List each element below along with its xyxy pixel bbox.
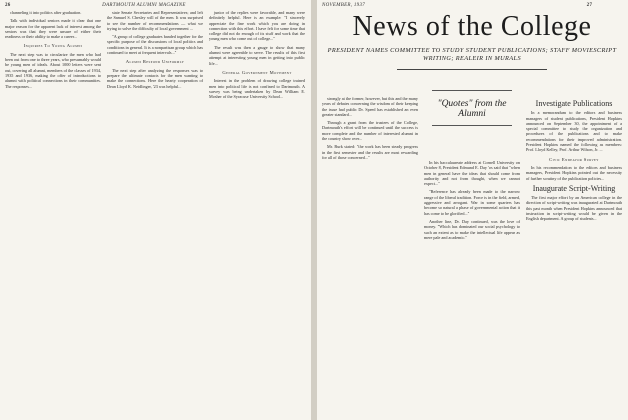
right-column-3 xyxy=(526,96,622,225)
right-column-2 xyxy=(424,160,520,243)
section-heading: Inquiries To Young Alumni xyxy=(23,43,83,49)
page-subtitle: PRESIDENT NAMES COMMITTEE TO STUDY STUDENT PUBLICATIONS; STAFF MOVIESCRIPT WRITING; REALEIR IN MURALS xyxy=(327,47,617,62)
left-column-2 xyxy=(107,10,203,92)
right-running-title: NOVEMBER, 1937 xyxy=(322,3,366,8)
section-heading: Inaugurate Script-Writing xyxy=(532,183,616,193)
paragraph: Interest in the problem of drawing college trained men into political life is not confined to Dartmouth. A survey was being undertaken by Dean William E. Mosher of the Syracuse University School... xyxy=(209,78,305,100)
quotes-header xyxy=(424,90,520,154)
section-heading: Civic Endeavor Survey xyxy=(549,156,599,162)
paragraph: channeling it into politics after graduation. xyxy=(10,10,82,15)
right-page xyxy=(317,0,628,420)
left-page-number: 26 xyxy=(5,3,11,8)
paragraph: The next step after analyzing the responses was to prepare the ultimate contacts for the men wanting to make the connections. Here the hearty cooperation of Dean Lloyd K. Neidlinger, '23 was helpful... xyxy=(107,67,203,89)
paragraph: The first major effort by an American college in the direction of script-writing was inaugurated at Dartmouth this past month when President Hopkins announced that instruction in script-writing would be given in the English department. A group of students... xyxy=(526,195,622,222)
quote-rule-top xyxy=(432,90,512,91)
quote-rule-bottom xyxy=(432,125,512,126)
section-heading: General Government Movement xyxy=(222,69,292,75)
left-column-3 xyxy=(209,10,305,102)
paragraph: Mr. Burk stated: "the work has been steady progress in the first semester and the results are most rewarding for all of those concerned..." xyxy=(322,144,418,160)
right-page-number: 27 xyxy=(586,3,593,8)
left-running-title: DARTMOUTH ALUMNI MAGAZINE xyxy=(102,3,186,8)
paragraph: In his recommendation to the editors and business managers, President Hopkins pointed out the necessity of further scrutiny of the publication policies... xyxy=(526,164,622,181)
news-banner xyxy=(322,9,622,93)
right-column-1 xyxy=(322,96,418,163)
left-page xyxy=(0,0,311,420)
left-column-1 xyxy=(5,10,101,92)
paragraph: "Reference has already been made to the narrow range of the liberal tradition. Force is in the field, armed, aggressive and arrogant. War in some quarters has become so natural a phase of governmental action that it has come to be glorified..." xyxy=(424,189,520,216)
paragraph: The result was then a gauge to show that many alumni were agreeable to serve. The results of this first attempt at interesting young men in getting into public life... xyxy=(209,44,305,66)
section-heading: Investigate Publications xyxy=(535,99,613,108)
paragraph: Through a grant from the trustees of the College, Dartmouth's effort will be continued until the success is more complete and the number of interested alumni in the country show over... xyxy=(322,120,418,142)
paragraph: In his baccalaureate address at Cornell University on October 8, President Edmund E. Day 'os said that "when men in general have the ideas that should come from authority and not from thought, when we cannot expect..." xyxy=(424,160,520,187)
paragraph: Talk with individual seniors made it clear that one major reason for the apparent lack of interest among the seniors was that they were unsure of either their readiness or their ability to make a career... xyxy=(5,18,101,40)
paragraph: junior of the replies were favorable, and many were definitely helpful. Here is an example: "I sincerely appreciate the fine work which you are doing in connection with this effort. I have felt for some time that college did not do enough of its stuff and work that the young men who come out of college..." xyxy=(209,10,305,42)
right-running-head xyxy=(322,3,592,8)
paragraph: In a memorandum to the editors and business managers of student publications, President Hopkins announced on September 30, the appointment of a special committee to study the organization and procedures of the publications and to make recommendations for their improved administration. President Hopkins named the following as members: Prof. Lloyd Kelley, Prof. Arthur Wilson, Jr. ... xyxy=(526,110,622,153)
page-title: News of the College xyxy=(352,11,592,42)
paragraph: Another line, Dr. Day continued, was the love of money. "Which has dominated our social psychology to such an extent as to make the intellectual life appear as mere pale and academic." xyxy=(424,218,520,240)
title-rule xyxy=(397,69,547,70)
paragraph: "A group of college graduates banded together for the specific purpose of the discussions of local politics and conditions in general. It is a nonpartisan group which has continued to meet at frequent intervals..." xyxy=(107,34,203,56)
quotes-title: "Quotes" from the Alumni xyxy=(437,98,507,119)
paragraph: strongly at the former, however, but this and the many years of debates concerning the wisdom of their keeping the issue had public Dr. Speed has established an even greater standard... xyxy=(322,96,418,117)
paragraph: state Senate Secretaries and Representatives; and left the Samuel S. Chesley will of the men. It was surprised to see the number of recommendations — what we trying to solve the difficulty of local government ... xyxy=(107,10,203,31)
left-running-head xyxy=(5,3,186,8)
section-heading: Alumni Respond Uniformly xyxy=(125,59,185,65)
paragraph: The next step was to circularize the men who had been out from one to three years, who presumably would be young men of ideals. About 1000 letters were sent out, covering all alumni, members of the classes of 1934, 1935 and 1936, making the offer of introductions to alumni with political connections in their communities. The responses... xyxy=(5,51,101,89)
